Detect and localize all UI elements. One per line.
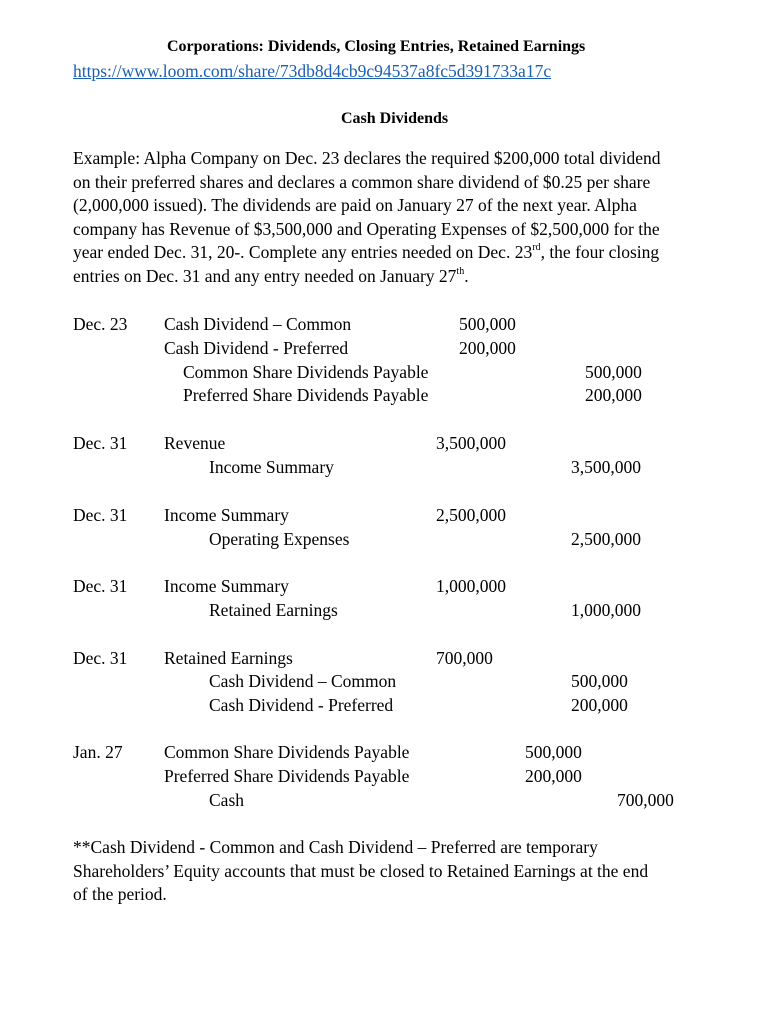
entry-amount: 2,500,000: [436, 505, 506, 525]
example-line: company has Revenue of $3,500,000 and Operating Expenses of $2,500,000 for the: [73, 218, 660, 239]
example-line: [73, 241, 753, 265]
entry-account: Common Share Dividends Payable: [164, 742, 410, 762]
entry-amount: 500,000: [585, 362, 642, 382]
entry-account: Preferred Share Dividends Payable: [164, 766, 410, 786]
entry-date: Dec. 31: [73, 576, 128, 596]
ordinal-suffix: th: [456, 265, 465, 277]
example-line: on their preferred shares and declares a common share dividend of $0.25 per share: [73, 171, 651, 192]
example-text: entries on Dec. 31 and any entry needed on January 27: [73, 265, 457, 286]
entry-amount: 200,000: [459, 338, 516, 358]
note-line: Shareholders’ Equity accounts that must be closed to Retained Earnings at the end: [73, 860, 649, 881]
example-text: year ended Dec. 31, 20-. Complete any entries needed on Dec. 23: [73, 242, 533, 262]
entry-account: Cash Dividend - Preferred: [209, 695, 394, 715]
entry-account: Income Summary: [164, 505, 289, 525]
example-paragraph: [73, 147, 753, 288]
example-text: , the four closing: [540, 242, 660, 262]
entry-account: Common Share Dividends Payable: [183, 362, 429, 382]
example-line: [73, 265, 753, 289]
entry-account: Income Summary: [209, 457, 334, 477]
entry-account: Retained Earnings: [209, 600, 338, 620]
entry-account: Cash Dividend – Common: [164, 314, 352, 334]
entry-amount: 1,000,000: [436, 576, 506, 596]
section-heading: Cash Dividends: [341, 110, 449, 127]
document-title: Corporations: Dividends, Closing Entries, Retained Earnings: [167, 38, 586, 55]
entry-account: Preferred Share Dividends Payable: [183, 385, 429, 405]
entry-amount: 200,000: [585, 385, 642, 405]
loom-video-link[interactable]: https://www.loom.com/share/73db8d4cb9c94537a8fc5d391733a17c: [73, 61, 552, 81]
ordinal-suffix: rd: [532, 242, 541, 253]
entry-amount: 500,000: [459, 314, 516, 334]
entry-amount: 200,000: [571, 695, 628, 715]
entry-amount: 500,000: [525, 742, 582, 762]
example-line: Example: Alpha Company on Dec. 23 declares the required $200,000 total dividend: [73, 148, 661, 168]
entry-account: Cash Dividend - Preferred: [164, 338, 349, 358]
entry-account: Retained Earnings: [164, 648, 293, 668]
entry-date: Dec. 31: [73, 505, 128, 525]
entry-amount: 2,500,000: [571, 529, 641, 549]
entry-amount: 3,500,000: [571, 457, 641, 477]
example-text: .: [464, 265, 469, 286]
entry-amount: 200,000: [525, 766, 582, 786]
entry-amount: 1,000,000: [571, 600, 641, 620]
entry-amount: 700,000: [617, 790, 674, 810]
entry-account: Revenue: [164, 433, 226, 453]
entry-date: Jan. 27: [73, 742, 123, 762]
entry-account: Cash: [209, 790, 244, 810]
entry-amount: 700,000: [436, 648, 493, 668]
entry-account: Income Summary: [164, 576, 289, 596]
note-paragraph: [73, 836, 753, 907]
entry-amount: 3,500,000: [436, 433, 506, 453]
entry-account: Operating Expenses: [209, 529, 350, 549]
entry-date: Dec. 31: [73, 433, 128, 453]
example-line: (2,000,000 issued). The dividends are paid on January 27 of the next year. Alpha: [73, 195, 637, 215]
entry-date: Dec. 23: [73, 314, 128, 334]
entry-date: Dec. 31: [73, 648, 128, 668]
entry-account: Cash Dividend – Common: [209, 671, 397, 691]
note-line: of the period.: [73, 884, 167, 904]
entry-amount: 500,000: [571, 671, 628, 691]
note-line: **Cash Dividend - Common and Cash Dividend – Preferred are temporary: [73, 837, 598, 857]
